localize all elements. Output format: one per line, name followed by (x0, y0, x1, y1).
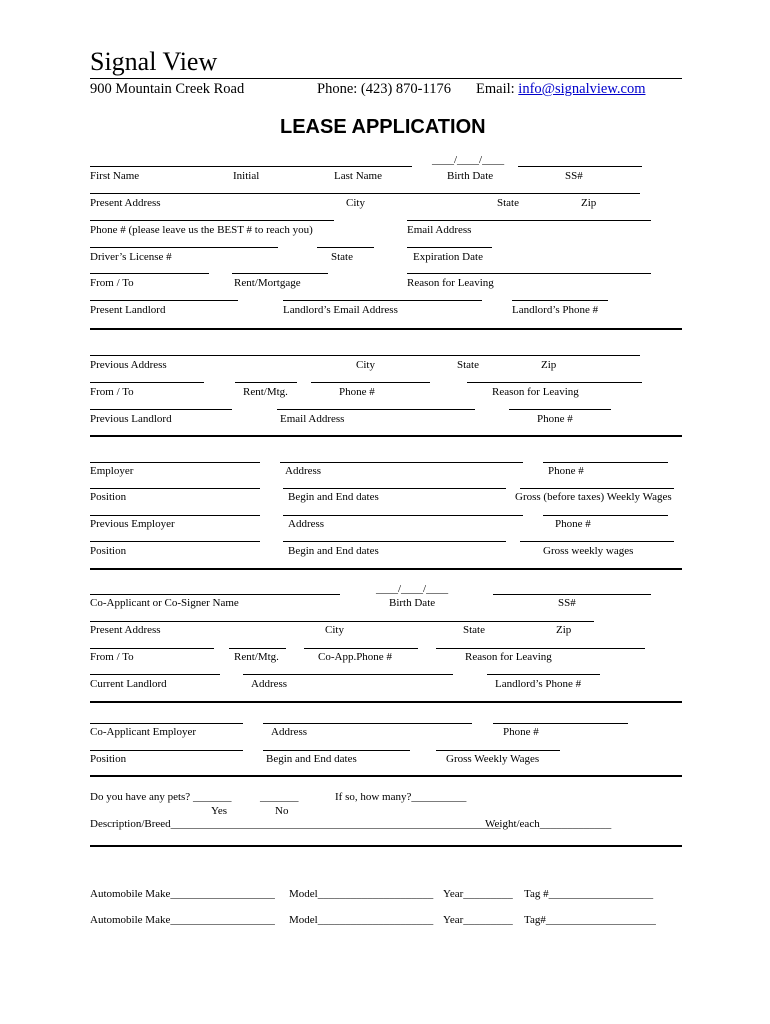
gross-weekly-label: Gross (before taxes) Weekly Wages (515, 491, 672, 503)
begin-end-label: Begin and End dates (288, 491, 379, 503)
prev-reason-label: Reason for Leaving (492, 386, 579, 398)
pets-how-many[interactable]: If so, how many?__________ (335, 791, 467, 803)
gross-weekly2-label: Gross weekly wages (543, 545, 634, 557)
landlord-phone-line[interactable] (512, 300, 608, 301)
employer-address-line[interactable] (280, 462, 523, 463)
coapp-name-label: Co-Applicant or Co-Signer Name (90, 597, 239, 609)
prev-email-label: Email Address (280, 413, 345, 425)
rent-mortgage-line[interactable] (232, 273, 328, 274)
coapp-city-label: City (325, 624, 344, 636)
prev-employer-phone-line[interactable] (543, 515, 668, 516)
present-landlord-line[interactable] (90, 300, 238, 301)
coapp-begin-end-label: Begin and End dates (266, 753, 357, 765)
email-address-label: Email Address (407, 224, 472, 236)
coapp-reason-line[interactable] (436, 648, 645, 649)
coapp-employer-phone-label: Phone # (503, 726, 539, 738)
position2-line[interactable] (90, 541, 260, 542)
auto-model-2[interactable]: Model_____________________ (289, 914, 434, 926)
coapp-position-label: Position (90, 753, 127, 765)
coapp-ss-line[interactable] (493, 594, 651, 595)
employer-phone-line[interactable] (543, 462, 668, 463)
coapp-ss-label: SS# (558, 597, 576, 609)
current-landlord-line[interactable] (90, 674, 220, 675)
prev-landlord-line[interactable] (90, 409, 232, 410)
coapp-from-to-line[interactable] (90, 648, 214, 649)
prev-reason-line[interactable] (467, 382, 642, 383)
prev-rent-line[interactable] (235, 382, 297, 383)
employer-line[interactable] (90, 462, 260, 463)
section-divider (90, 845, 682, 847)
prev-phone-label: Phone # (339, 386, 375, 398)
coapp-rent-line[interactable] (229, 648, 286, 649)
begin-end2-label: Begin and End dates (288, 545, 379, 557)
coapp-employer-address-line[interactable] (263, 723, 472, 724)
coapp-gross-line[interactable] (436, 750, 560, 751)
email-link[interactable]: info@signalview.com (518, 81, 646, 97)
dl-state-line[interactable] (317, 247, 374, 248)
company-address: 900 Mountain Creek Road (90, 81, 245, 97)
email-line[interactable] (407, 220, 651, 221)
zip-label: Zip (581, 197, 597, 209)
coapp-birth-blank[interactable]: ____/____/____ (376, 583, 449, 595)
coapp-phone-label: Co-App.Phone # (318, 651, 392, 663)
landlord-phone-label: Landlord’s Phone # (512, 304, 599, 316)
coapp-employer-line[interactable] (90, 723, 243, 724)
employer-address-label: Address (285, 465, 322, 477)
drivers-license-label: Driver’s License # (90, 251, 172, 263)
employer-phone-label: Phone # (548, 465, 584, 477)
position2-label: Position (90, 545, 127, 557)
prev-rent-label: Rent/Mtg. (243, 386, 288, 398)
prev-from-to-line[interactable] (90, 382, 204, 383)
prev-city-label: City (356, 359, 375, 371)
birth-date-label: Birth Date (447, 170, 494, 182)
prev-phone-line[interactable] (311, 382, 430, 383)
prev-phone2-line[interactable] (509, 409, 611, 410)
coapp-gross-label: Gross Weekly Wages (446, 753, 540, 765)
coapp-address-label: Present Address (90, 624, 161, 636)
position-label: Position (90, 491, 127, 503)
auto-make-2[interactable]: Automobile Make___________________ (90, 914, 275, 926)
coapp-landlord-address-line[interactable] (243, 674, 453, 675)
begin-end-line[interactable] (283, 488, 506, 489)
page-title: LEASE APPLICATION (280, 116, 486, 138)
coapp-employer-phone-line[interactable] (493, 723, 628, 724)
employer-label: Employer (90, 465, 134, 477)
auto-make-1[interactable]: Automobile Make___________________ (90, 888, 275, 900)
birth-date-blank[interactable]: ____/____/____ (432, 154, 505, 166)
expiration-line[interactable] (407, 247, 492, 248)
prev-employer-label: Previous Employer (90, 518, 175, 530)
begin-end2-line[interactable] (283, 541, 506, 542)
gross-weekly-line[interactable] (520, 488, 674, 489)
auto-year-2[interactable]: Year_________ (443, 914, 513, 926)
phone-best-label: Phone # (please leave us the BEST # to reach you) (90, 224, 313, 236)
pets-description[interactable]: Description/Breed____________________________________________________________ (90, 818, 501, 830)
previous-address-line[interactable] (90, 355, 640, 356)
pets-weight[interactable]: Weight/each_____________ (485, 818, 612, 830)
present-address-line[interactable] (90, 193, 640, 194)
coapp-landlord-phone-line[interactable] (487, 674, 600, 675)
coapp-employer-address-label: Address (271, 726, 308, 738)
landlord-email-label: Landlord’s Email Address (283, 304, 398, 316)
from-to-label: From / To (90, 277, 134, 289)
company-email-row (476, 81, 645, 98)
section-divider (90, 568, 682, 570)
rent-mortgage-label: Rent/Mortgage (234, 277, 301, 289)
coapp-position-line[interactable] (90, 750, 243, 751)
prev-from-to-label: From / To (90, 386, 134, 398)
header-rule (90, 78, 682, 79)
coapp-address-line[interactable] (90, 621, 594, 622)
current-landlord-label: Current Landlord (90, 678, 167, 690)
initial-label: Initial (233, 170, 260, 182)
dl-state-label: State (331, 251, 353, 263)
coapp-landlord-address-label: Address (251, 678, 288, 690)
auto-model-1[interactable]: Model_____________________ (289, 888, 434, 900)
landlord-email-line[interactable] (283, 300, 482, 301)
section-divider (90, 775, 682, 777)
company-name: Signal View (90, 47, 218, 76)
ss-label: SS# (565, 170, 583, 182)
company-phone: Phone: (423) 870-1176 (317, 81, 451, 97)
phone-line[interactable] (90, 220, 334, 221)
coapp-landlord-phone-label: Landlord’s Phone # (495, 678, 582, 690)
coapp-birth-label: Birth Date (389, 597, 436, 609)
coapp-reason-label: Reason for Leaving (465, 651, 552, 663)
position-line[interactable] (90, 488, 260, 489)
coapp-begin-end-line[interactable] (263, 750, 410, 751)
prev-email-line[interactable] (277, 409, 475, 410)
pets-question[interactable]: Do you have any pets? _______ (90, 791, 232, 803)
name-field-line[interactable] (90, 166, 412, 167)
section-divider (90, 701, 682, 703)
coapp-state-label: State (463, 624, 485, 636)
last-name-label: Last Name (334, 170, 382, 182)
prev-employer-line[interactable] (90, 515, 260, 516)
drivers-license-line[interactable] (90, 247, 278, 248)
pets-no-label: No (275, 805, 289, 817)
coapp-employer-label: Co-Applicant Employer (90, 726, 197, 738)
pets-no-blank[interactable]: _______ (260, 791, 299, 803)
coapp-name-line[interactable] (90, 594, 340, 595)
pets-yes-label: Yes (211, 805, 228, 817)
reason-leaving-line[interactable] (407, 273, 651, 274)
present-landlord-label: Present Landlord (90, 304, 166, 316)
prev-landlord-label: Previous Landlord (90, 413, 172, 425)
prev-state-label: State (457, 359, 479, 371)
prev-employer-address-label: Address (288, 518, 325, 530)
auto-year-1[interactable]: Year_________ (443, 888, 513, 900)
coapp-zip-label: Zip (556, 624, 572, 636)
state-label: State (497, 197, 519, 209)
coapp-from-to-label: From / To (90, 651, 134, 663)
prev-zip-label: Zip (541, 359, 557, 371)
present-address-label: Present Address (90, 197, 161, 209)
prev-phone2-label: Phone # (537, 413, 573, 425)
expiration-date-label: Expiration Date (413, 251, 483, 263)
section-divider (90, 328, 682, 330)
city-label: City (346, 197, 365, 209)
prev-employer-phone-label: Phone # (555, 518, 591, 530)
prev-employer-address-line[interactable] (283, 515, 523, 516)
coapp-phone-line[interactable] (304, 648, 418, 649)
gross-weekly2-line[interactable] (520, 541, 674, 542)
first-name-label: First Name (90, 170, 140, 182)
from-to-line[interactable] (90, 273, 209, 274)
coapp-rent-label: Rent/Mtg. (234, 651, 279, 663)
previous-address-label: Previous Address (90, 359, 167, 371)
ss-field-line[interactable] (518, 166, 642, 167)
auto-tag-2[interactable]: Tag#____________________ (524, 914, 656, 926)
email-prefix: Email: (476, 81, 519, 97)
auto-tag-1[interactable]: Tag #___________________ (524, 888, 654, 900)
section-divider (90, 435, 682, 437)
reason-leaving-label: Reason for Leaving (407, 277, 494, 289)
